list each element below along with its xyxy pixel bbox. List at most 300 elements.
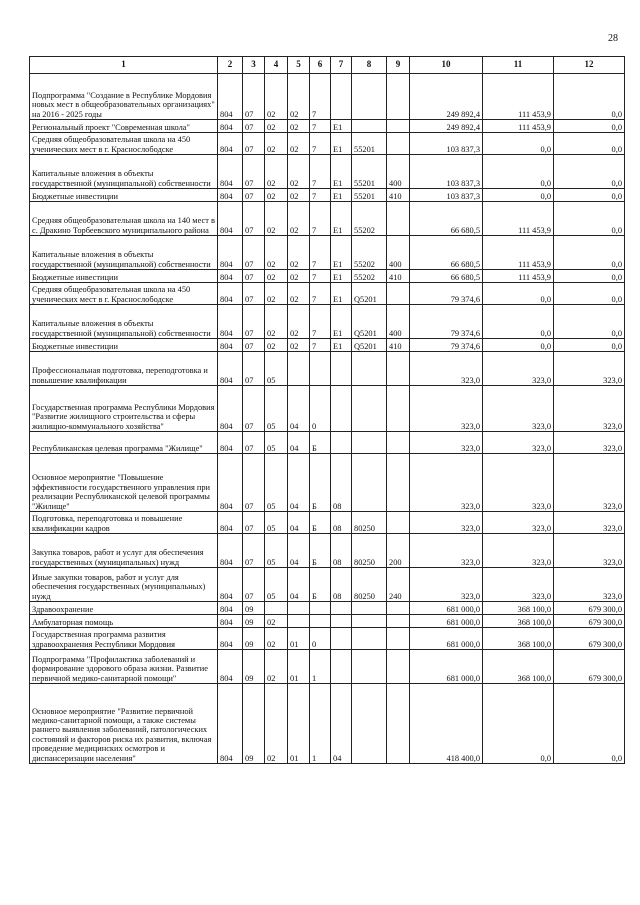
code-cell: 804 (218, 568, 243, 602)
code-cell: 410 (387, 339, 410, 352)
code-cell: 09 (243, 650, 265, 684)
code-cell: Б (310, 512, 331, 534)
code-cell: 804 (218, 236, 243, 270)
code-cell: 07 (243, 270, 265, 283)
code-cell: 7 (310, 339, 331, 352)
table-row (30, 339, 625, 352)
amount-cell: 0,0 (554, 236, 625, 270)
code-cell: 05 (265, 454, 288, 512)
code-cell: 04 (288, 568, 310, 602)
item-name-cell: Закупка товаров, работ и услуг для обеспечения государственных (муниципальных) нужд (30, 534, 218, 568)
code-cell: 02 (265, 133, 288, 155)
code-cell: 02 (265, 74, 288, 120)
amount-cell: 103 837,3 (410, 155, 483, 189)
code-cell: 07 (243, 120, 265, 133)
code-cell: 09 (243, 628, 265, 650)
amount-cell: 323,0 (410, 432, 483, 454)
code-cell: 804 (218, 534, 243, 568)
code-cell (352, 650, 387, 684)
code-cell: 02 (288, 133, 310, 155)
item-name-cell: Подпрограмма "Создание в Республике Мордовия новых мест в общеобразовательных организациях" на 2016 - 2025 годы (30, 74, 218, 120)
code-cell: 804 (218, 202, 243, 236)
code-cell: 04 (288, 386, 310, 432)
code-cell: Q5201 (352, 283, 387, 305)
item-name-cell: Средняя общеобразовательная школа на 450 ученических мест в г. Краснослободске (30, 283, 218, 305)
code-cell (310, 615, 331, 628)
code-cell: 7 (310, 202, 331, 236)
code-cell (352, 432, 387, 454)
amount-cell: 0,0 (554, 189, 625, 202)
code-cell: 02 (265, 189, 288, 202)
amount-cell: 323,0 (554, 568, 625, 602)
code-cell: E1 (331, 236, 352, 270)
code-cell: 804 (218, 74, 243, 120)
code-cell: 55202 (352, 202, 387, 236)
code-cell (288, 615, 310, 628)
code-cell: 07 (243, 512, 265, 534)
code-cell: 04 (331, 684, 352, 764)
item-name-cell: Капитальные вложения в объекты государственной (муниципальной) собственности (30, 155, 218, 189)
code-cell: 02 (265, 628, 288, 650)
amount-cell: 79 374,6 (410, 339, 483, 352)
code-cell (387, 202, 410, 236)
amount-cell: 679 300,0 (554, 628, 625, 650)
code-cell: E1 (331, 339, 352, 352)
code-cell: 07 (243, 202, 265, 236)
amount-cell: 323,0 (483, 432, 554, 454)
column-header-12: 12 (554, 57, 625, 74)
code-cell (331, 386, 352, 432)
item-name-cell: Бюджетные инвестиции (30, 189, 218, 202)
code-cell: 7 (310, 74, 331, 120)
column-header-5: 5 (288, 57, 310, 74)
code-cell: Q5201 (352, 339, 387, 352)
item-name-cell: Региональный проект "Современная школа" (30, 120, 218, 133)
code-cell: 08 (331, 454, 352, 512)
table-row (30, 202, 625, 236)
code-cell: Б (310, 568, 331, 602)
code-cell: 07 (243, 568, 265, 602)
item-name-cell: Амбулаторная помощь (30, 615, 218, 628)
code-cell: 804 (218, 650, 243, 684)
code-cell (387, 602, 410, 615)
code-cell: E1 (331, 133, 352, 155)
code-cell: 08 (331, 568, 352, 602)
amount-cell: 368 100,0 (483, 602, 554, 615)
amount-cell: 66 680,5 (410, 270, 483, 283)
code-cell (331, 432, 352, 454)
code-cell: 01 (288, 628, 310, 650)
code-cell (387, 454, 410, 512)
code-cell: 804 (218, 155, 243, 189)
code-cell: E1 (331, 202, 352, 236)
code-cell: 05 (265, 352, 288, 386)
code-cell: 804 (218, 339, 243, 352)
column-header-6: 6 (310, 57, 331, 74)
budget-table (29, 56, 625, 764)
code-cell (352, 454, 387, 512)
amount-cell: 323,0 (410, 386, 483, 432)
table-row (30, 386, 625, 432)
code-cell (352, 628, 387, 650)
code-cell: 07 (243, 432, 265, 454)
table-row (30, 236, 625, 270)
amount-cell: 0,0 (554, 155, 625, 189)
code-cell: 01 (288, 650, 310, 684)
code-cell: 80250 (352, 534, 387, 568)
column-header-7: 7 (331, 57, 352, 74)
code-cell: 05 (265, 568, 288, 602)
code-cell (387, 74, 410, 120)
code-cell: 02 (288, 283, 310, 305)
amount-cell: 323,0 (554, 512, 625, 534)
item-name-cell: Здравоохранение (30, 602, 218, 615)
amount-cell: 79 374,6 (410, 305, 483, 339)
code-cell (352, 684, 387, 764)
amount-cell: 249 892,4 (410, 120, 483, 133)
code-cell (331, 352, 352, 386)
amount-cell: 368 100,0 (483, 650, 554, 684)
amount-cell: 368 100,0 (483, 615, 554, 628)
table-header-row (30, 57, 625, 74)
code-cell: 02 (288, 189, 310, 202)
table-row (30, 352, 625, 386)
amount-cell: 0,0 (483, 155, 554, 189)
item-name-cell: Средняя общеобразовательная школа на 140 мест в с. Дракино Торбеевского муниципального района (30, 202, 218, 236)
amount-cell: 111 453,9 (483, 270, 554, 283)
code-cell: 09 (243, 615, 265, 628)
amount-cell: 111 453,9 (483, 74, 554, 120)
code-cell: 02 (288, 120, 310, 133)
code-cell: 02 (265, 236, 288, 270)
amount-cell: 323,0 (554, 386, 625, 432)
code-cell: 02 (265, 305, 288, 339)
code-cell: 04 (288, 454, 310, 512)
amount-cell: 679 300,0 (554, 615, 625, 628)
amount-cell: 103 837,3 (410, 189, 483, 202)
code-cell (352, 386, 387, 432)
code-cell: 804 (218, 432, 243, 454)
code-cell: E1 (331, 189, 352, 202)
amount-cell: 66 680,5 (410, 202, 483, 236)
code-cell: 804 (218, 270, 243, 283)
code-cell: 7 (310, 155, 331, 189)
code-cell: 07 (243, 339, 265, 352)
item-name-cell: Государственная программа развития здравоохранения Республики Мордовия (30, 628, 218, 650)
code-cell: 07 (243, 189, 265, 202)
code-cell: 55201 (352, 133, 387, 155)
code-cell: Б (310, 432, 331, 454)
code-cell (331, 615, 352, 628)
item-name-cell: Капитальные вложения в объекты государственной (муниципальной) собственности (30, 305, 218, 339)
table-row (30, 283, 625, 305)
amount-cell: 681 000,0 (410, 650, 483, 684)
amount-cell: 0,0 (554, 283, 625, 305)
column-header-8: 8 (352, 57, 387, 74)
code-cell (387, 615, 410, 628)
amount-cell: 111 453,9 (483, 236, 554, 270)
page-number: 28 (608, 33, 618, 44)
code-cell (352, 74, 387, 120)
code-cell: 7 (310, 120, 331, 133)
table-row (30, 512, 625, 534)
code-cell: E1 (331, 305, 352, 339)
amount-cell: 323,0 (410, 534, 483, 568)
amount-cell: 249 892,4 (410, 74, 483, 120)
column-header-1: 1 (30, 57, 218, 74)
code-cell (387, 628, 410, 650)
table-row (30, 615, 625, 628)
code-cell: 80250 (352, 512, 387, 534)
code-cell: 7 (310, 305, 331, 339)
code-cell: 804 (218, 189, 243, 202)
code-cell: 02 (265, 202, 288, 236)
code-cell: 07 (243, 155, 265, 189)
amount-cell: 0,0 (554, 305, 625, 339)
code-cell: 7 (310, 270, 331, 283)
code-cell: 09 (243, 602, 265, 615)
column-header-9: 9 (387, 57, 410, 74)
code-cell: 0 (310, 628, 331, 650)
code-cell: 02 (265, 615, 288, 628)
code-cell: 55202 (352, 270, 387, 283)
code-cell: 55201 (352, 155, 387, 189)
code-cell: 07 (243, 534, 265, 568)
code-cell: 02 (265, 120, 288, 133)
code-cell: 04 (288, 512, 310, 534)
code-cell: 07 (243, 133, 265, 155)
code-cell: 400 (387, 305, 410, 339)
amount-cell: 0,0 (483, 133, 554, 155)
item-name-cell: Подготовка, переподготовка и повышение квалификации кадров (30, 512, 218, 534)
code-cell: 804 (218, 283, 243, 305)
code-cell: 02 (288, 155, 310, 189)
item-name-cell: Бюджетные инвестиции (30, 339, 218, 352)
code-cell: 07 (243, 454, 265, 512)
code-cell: E1 (331, 120, 352, 133)
code-cell: 09 (243, 684, 265, 764)
code-cell: 7 (310, 189, 331, 202)
amount-cell: 323,0 (483, 352, 554, 386)
table-row (30, 155, 625, 189)
code-cell: 02 (265, 155, 288, 189)
code-cell: 02 (288, 236, 310, 270)
code-cell: 04 (288, 534, 310, 568)
code-cell: 02 (265, 684, 288, 764)
code-cell: 804 (218, 512, 243, 534)
code-cell (310, 352, 331, 386)
code-cell: 80250 (352, 568, 387, 602)
code-cell: 410 (387, 189, 410, 202)
code-cell: 804 (218, 133, 243, 155)
code-cell: 7 (310, 283, 331, 305)
column-header-3: 3 (243, 57, 265, 74)
code-cell (265, 602, 288, 615)
code-cell (288, 602, 310, 615)
amount-cell: 323,0 (554, 534, 625, 568)
amount-cell: 323,0 (554, 352, 625, 386)
code-cell: Б (310, 534, 331, 568)
code-cell: 07 (243, 305, 265, 339)
code-cell (352, 602, 387, 615)
amount-cell: 0,0 (554, 120, 625, 133)
column-header-11: 11 (483, 57, 554, 74)
code-cell: 55201 (352, 189, 387, 202)
code-cell: 0 (310, 386, 331, 432)
code-cell: Q5201 (352, 305, 387, 339)
code-cell: 02 (265, 270, 288, 283)
amount-cell: 0,0 (483, 283, 554, 305)
table-row (30, 568, 625, 602)
code-cell: 240 (387, 568, 410, 602)
amount-cell: 323,0 (483, 454, 554, 512)
table-row (30, 432, 625, 454)
code-cell (352, 615, 387, 628)
amount-cell: 0,0 (483, 189, 554, 202)
amount-cell: 323,0 (483, 534, 554, 568)
table-row (30, 133, 625, 155)
code-cell: 01 (288, 684, 310, 764)
amount-cell: 323,0 (554, 454, 625, 512)
table-row (30, 189, 625, 202)
code-cell: E1 (331, 283, 352, 305)
code-cell: 08 (331, 512, 352, 534)
column-header-4: 4 (265, 57, 288, 74)
code-cell (331, 628, 352, 650)
code-cell: 05 (265, 512, 288, 534)
amount-cell: 323,0 (483, 386, 554, 432)
item-name-cell: Основное мероприятие "Повышение эффективности государственного управления при реализации Республиканской целевой программы "Жилище" (30, 454, 218, 512)
code-cell (387, 133, 410, 155)
column-header-10: 10 (410, 57, 483, 74)
amount-cell: 679 300,0 (554, 602, 625, 615)
code-cell: 07 (243, 352, 265, 386)
code-cell: 02 (288, 74, 310, 120)
item-name-cell: Средняя общеобразовательная школа на 450 ученических мест в г. Краснослободске (30, 133, 218, 155)
code-cell (387, 283, 410, 305)
table-row (30, 74, 625, 120)
code-cell: 400 (387, 155, 410, 189)
code-cell: 7 (310, 133, 331, 155)
code-cell (331, 650, 352, 684)
code-cell: 1 (310, 684, 331, 764)
code-cell: 804 (218, 305, 243, 339)
code-cell: E1 (331, 155, 352, 189)
table-row (30, 628, 625, 650)
amount-cell: 681 000,0 (410, 602, 483, 615)
code-cell: 02 (265, 283, 288, 305)
amount-cell: 323,0 (410, 352, 483, 386)
code-cell (387, 120, 410, 133)
code-cell: 804 (218, 386, 243, 432)
code-cell: 08 (331, 534, 352, 568)
amount-cell: 111 453,9 (483, 202, 554, 236)
code-cell: 07 (243, 283, 265, 305)
amount-cell: 0,0 (554, 339, 625, 352)
code-cell (352, 352, 387, 386)
amount-cell: 0,0 (483, 684, 554, 764)
item-name-cell: Иные закупки товаров, работ и услуг для обеспечения государственных (муниципальных) нужд (30, 568, 218, 602)
amount-cell: 66 680,5 (410, 236, 483, 270)
amount-cell: 0,0 (554, 270, 625, 283)
amount-cell: 418 400,0 (410, 684, 483, 764)
code-cell: 02 (288, 339, 310, 352)
amount-cell: 368 100,0 (483, 628, 554, 650)
code-cell (387, 650, 410, 684)
code-cell: 804 (218, 628, 243, 650)
code-cell: 02 (265, 650, 288, 684)
code-cell: 02 (288, 202, 310, 236)
column-header-2: 2 (218, 57, 243, 74)
code-cell (387, 432, 410, 454)
amount-cell: 323,0 (554, 432, 625, 454)
code-cell (387, 386, 410, 432)
amount-cell: 0,0 (554, 133, 625, 155)
table-row (30, 270, 625, 283)
code-cell (387, 352, 410, 386)
code-cell: 07 (243, 74, 265, 120)
amount-cell: 111 453,9 (483, 120, 554, 133)
code-cell: 804 (218, 684, 243, 764)
table-row (30, 120, 625, 133)
code-cell: 02 (288, 305, 310, 339)
code-cell: 804 (218, 352, 243, 386)
table-row (30, 305, 625, 339)
code-cell: 07 (243, 236, 265, 270)
amount-cell: 323,0 (483, 568, 554, 602)
code-cell: 200 (387, 534, 410, 568)
table-row (30, 454, 625, 512)
code-cell (331, 74, 352, 120)
code-cell (387, 512, 410, 534)
code-cell (352, 120, 387, 133)
table-row (30, 684, 625, 764)
item-name-cell: Основное мероприятие "Развитие первичной медико-санитарной помощи, а также системы раннего выявления заболеваний, патологических состояний и факторов риска их развития, включая проведение медицинских осмотров и диспансеризации населения" (30, 684, 218, 764)
code-cell: 55202 (352, 236, 387, 270)
code-cell: 804 (218, 602, 243, 615)
amount-cell: 681 000,0 (410, 615, 483, 628)
code-cell: 804 (218, 120, 243, 133)
code-cell: 07 (243, 386, 265, 432)
code-cell: E1 (331, 270, 352, 283)
amount-cell: 0,0 (554, 202, 625, 236)
code-cell (310, 602, 331, 615)
item-name-cell: Государственная программа Республики Мордовия "Развитие жилищного строительства и сферы жилищно-коммунального хозяйства" (30, 386, 218, 432)
code-cell: 410 (387, 270, 410, 283)
code-cell: Б (310, 454, 331, 512)
amount-cell: 323,0 (483, 512, 554, 534)
amount-cell: 323,0 (410, 512, 483, 534)
code-cell: 05 (265, 432, 288, 454)
table-row (30, 650, 625, 684)
amount-cell: 0,0 (554, 684, 625, 764)
code-cell: 7 (310, 236, 331, 270)
code-cell (331, 602, 352, 615)
item-name-cell: Капитальные вложения в объекты государственной (муниципальной) собственности (30, 236, 218, 270)
item-name-cell: Профессиональная подготовка, переподготовка и повышение квалификации (30, 352, 218, 386)
code-cell: 04 (288, 432, 310, 454)
item-name-cell: Бюджетные инвестиции (30, 270, 218, 283)
amount-cell: 103 837,3 (410, 133, 483, 155)
item-name-cell: Республиканская целевая программа "Жилище" (30, 432, 218, 454)
amount-cell: 323,0 (410, 568, 483, 602)
code-cell (387, 684, 410, 764)
amount-cell: 0,0 (554, 74, 625, 120)
item-name-cell: Подпрограмма "Профилактика заболеваний и формирование здорового образа жизни. Развитие первичной медико-санитарной помощи" (30, 650, 218, 684)
code-cell: 804 (218, 615, 243, 628)
table-row (30, 534, 625, 568)
code-cell: 400 (387, 236, 410, 270)
